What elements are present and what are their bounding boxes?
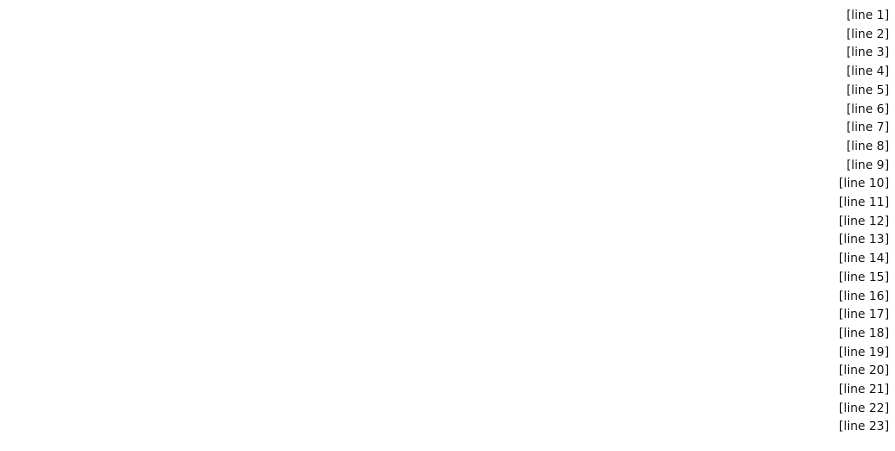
notice-line-4: [line 4] bbox=[846, 64, 889, 79]
notice-line-6: [line 6] bbox=[846, 101, 889, 116]
notice-line-9: [line 9] bbox=[846, 157, 889, 172]
notice-line-8: [line 8] bbox=[846, 138, 889, 153]
notice-line-20: [line 20] bbox=[838, 363, 889, 378]
notice-line-13: [line 13] bbox=[838, 232, 889, 247]
notice-line-12: [line 12] bbox=[838, 213, 889, 228]
notice-line-1: [line 1] bbox=[846, 8, 889, 22]
notice-line-10: [line 10] bbox=[838, 176, 889, 191]
notice-line-11: [line 11] bbox=[838, 195, 889, 210]
notice-line-21: [line 21] bbox=[838, 382, 889, 397]
notice-line-17: [line 17] bbox=[838, 307, 889, 322]
notice-line-2: [line 2] bbox=[846, 26, 889, 41]
notice-line-22: [line 22] bbox=[838, 400, 889, 415]
notice-line-7: [line 7] bbox=[846, 120, 889, 135]
notice-line-23: [line 23] bbox=[838, 419, 889, 434]
notice-line-15: [line 15] bbox=[838, 269, 889, 284]
notice-line-19: [line 19] bbox=[838, 344, 889, 359]
notice-line-16: [line 16] bbox=[838, 288, 889, 303]
notice-line-14: [line 14] bbox=[838, 251, 889, 266]
notice-line-5: [line 5] bbox=[846, 82, 889, 97]
notice-line-18: [line 18] bbox=[838, 325, 889, 340]
notice-line-3: [line 3] bbox=[846, 45, 889, 60]
